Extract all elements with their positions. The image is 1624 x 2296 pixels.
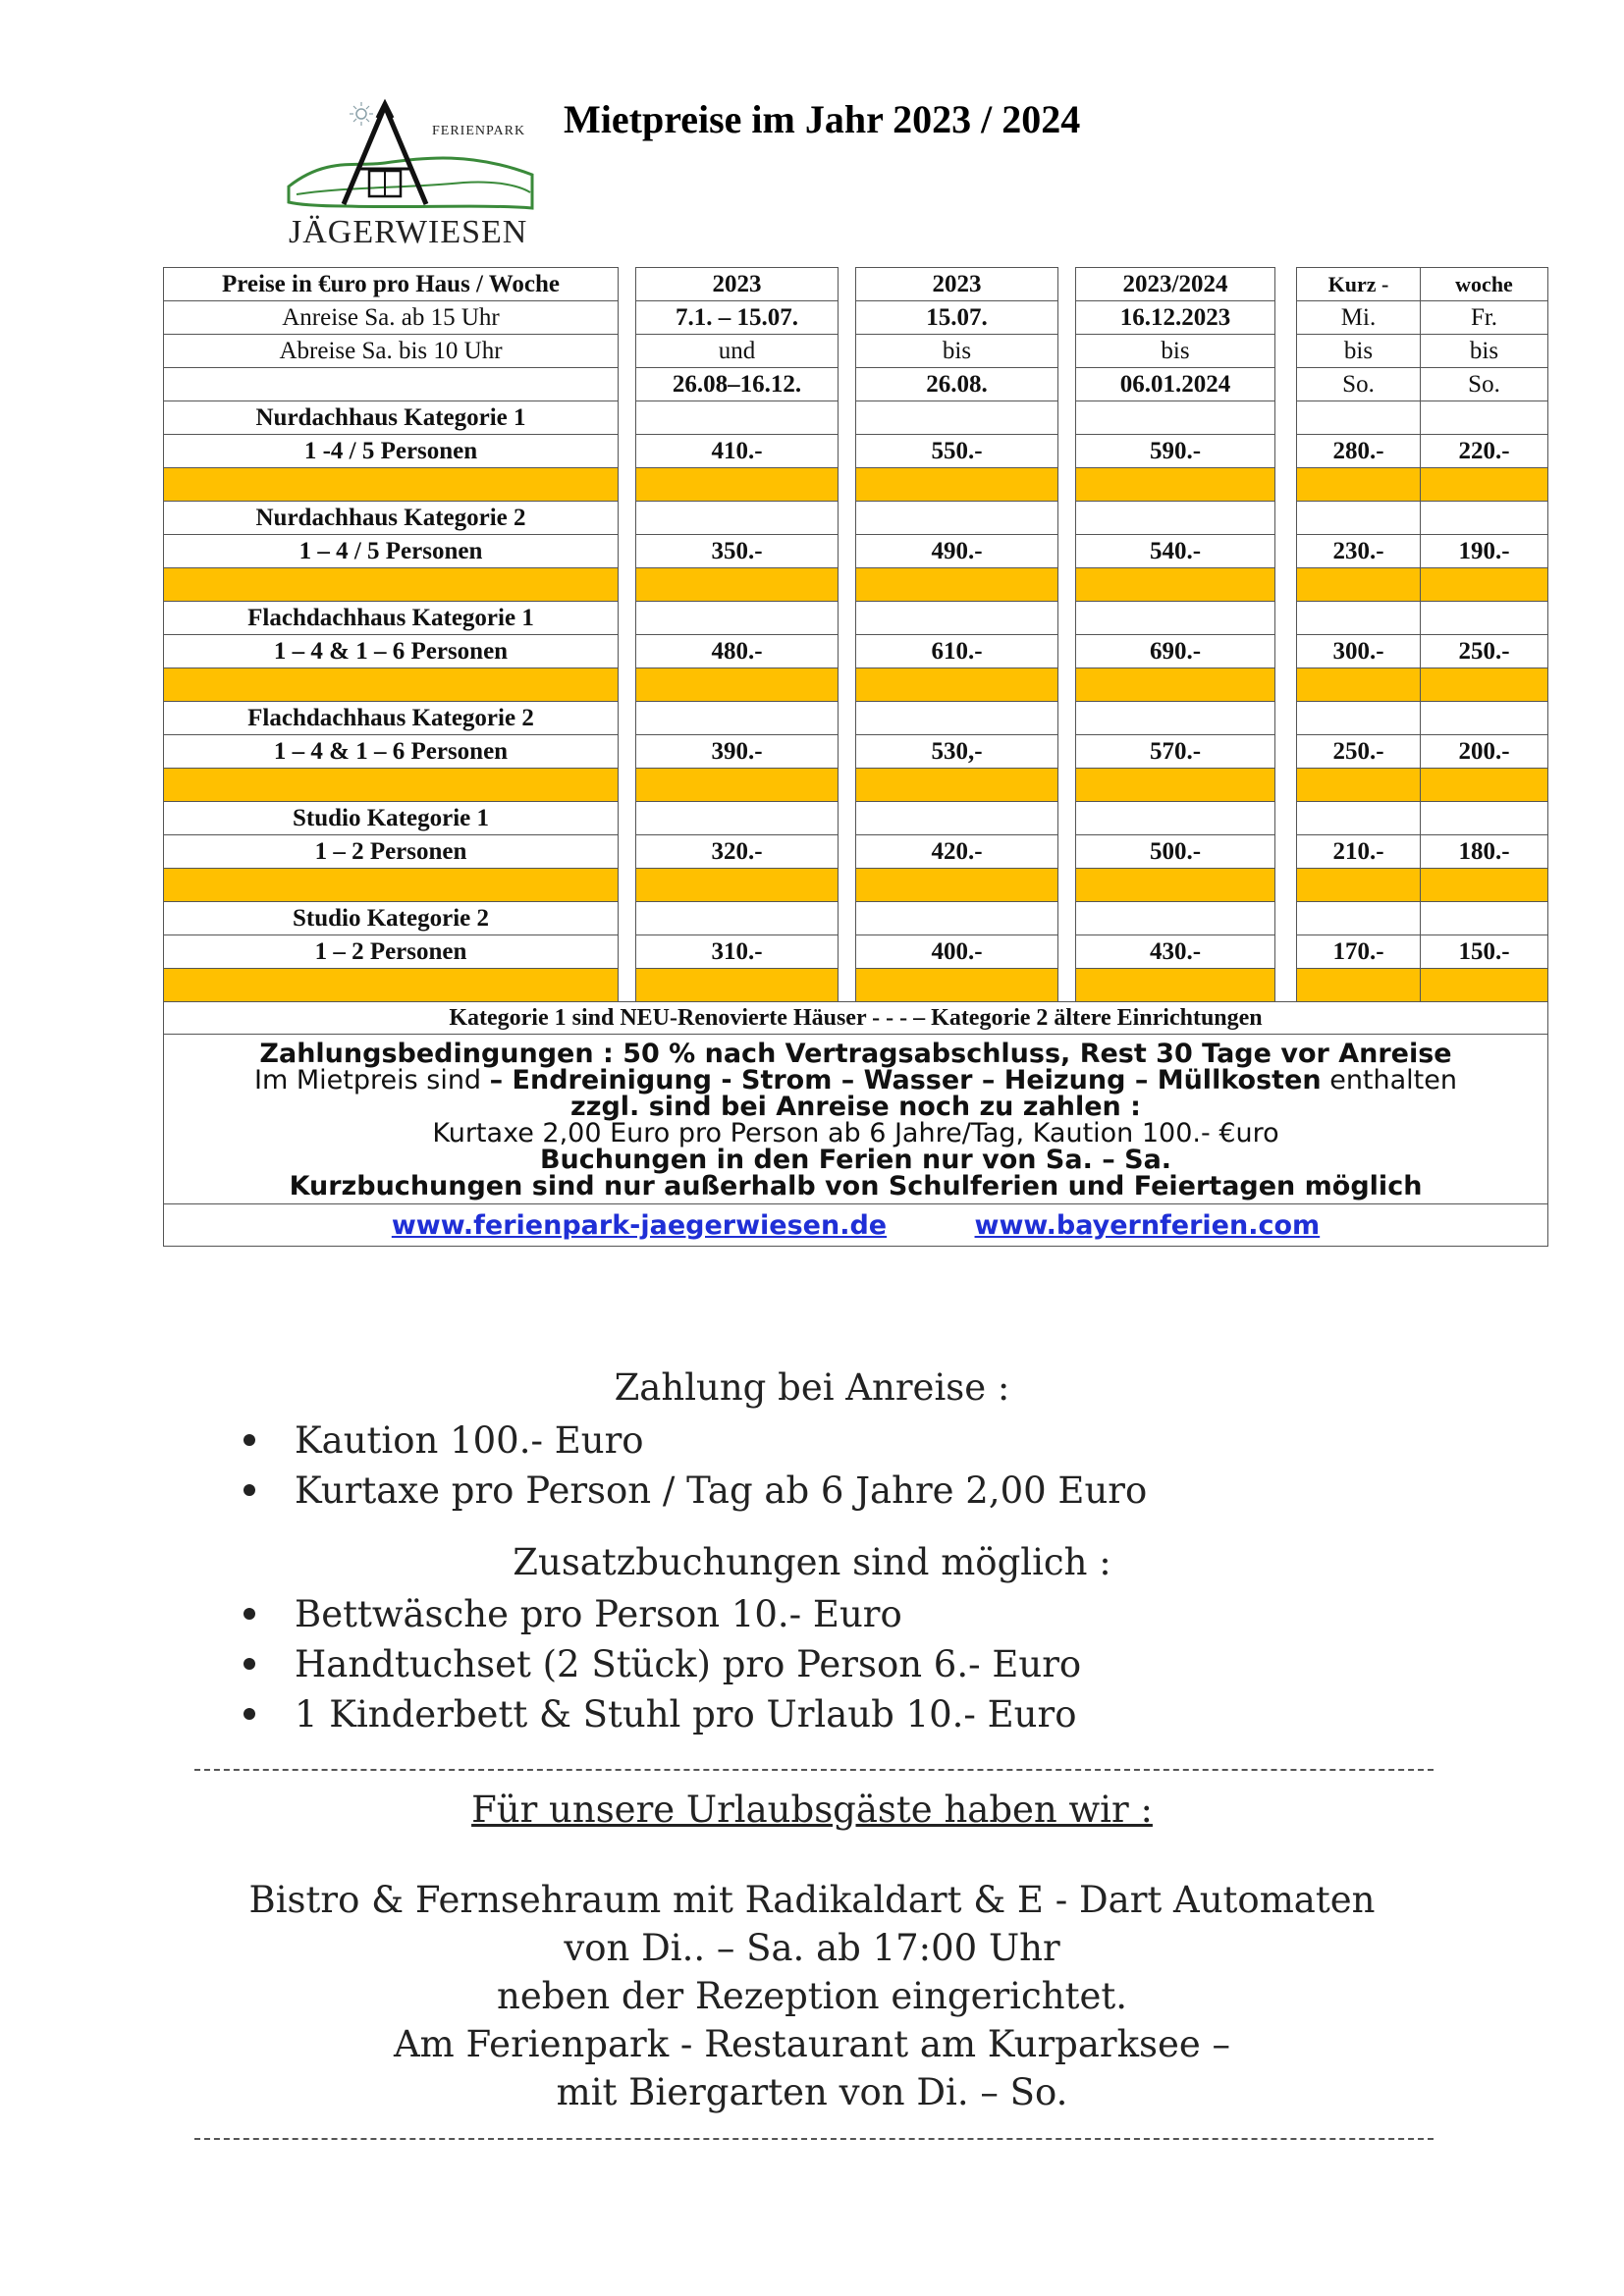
column-gap xyxy=(839,535,856,568)
empty-cell xyxy=(1297,401,1421,435)
column-gap xyxy=(1058,902,1076,935)
guests-line: neben der Rezeption eingerichtet. xyxy=(497,1975,1127,2017)
column-gap xyxy=(619,468,636,502)
column-gap xyxy=(1058,635,1076,668)
highlight-cell xyxy=(164,969,619,1002)
price-cell: 400.- xyxy=(856,935,1058,969)
extra-costs-heading: zzgl. sind bei Anreise noch zu zahlen : xyxy=(570,1092,1141,1122)
highlight-cell xyxy=(1421,668,1548,702)
category-note: Kategorie 1 sind NEU-Renovierte Häuser - - - – Kategorie 2 ältere Einrichtungen xyxy=(164,1002,1548,1035)
category-note-row xyxy=(164,1002,1548,1035)
category-persons: 1 – 4 / 5 Personen xyxy=(164,535,619,568)
column-gap xyxy=(1275,635,1297,668)
list-item-text: 1 Kinderbett & Stuhl pro Urlaub 10.- Euro xyxy=(295,1693,1077,1735)
empty-cell xyxy=(1421,702,1548,735)
highlight-cell xyxy=(1076,468,1275,502)
highlight-cell xyxy=(1421,969,1548,1002)
column-gap xyxy=(619,869,636,902)
highlight-cell xyxy=(1421,568,1548,602)
price-cell: 530,- xyxy=(856,735,1058,769)
category-persons: 1 – 4 & 1 – 6 Personen xyxy=(164,735,619,769)
column-gap xyxy=(1058,468,1076,502)
empty-cell xyxy=(856,702,1058,735)
price-cell: 220.- xyxy=(1421,435,1548,468)
column-gap xyxy=(1275,602,1297,635)
list-item xyxy=(244,1589,1081,1639)
empty-cell xyxy=(856,602,1058,635)
page-title: Mietpreise im Jahr 2023 / 2024 xyxy=(564,97,1081,141)
price-cell: 690.- xyxy=(1076,635,1275,668)
separator-row xyxy=(164,468,1548,502)
separator-row xyxy=(164,869,1548,902)
category-price-row xyxy=(164,635,1548,668)
category-name-row xyxy=(164,802,1548,835)
header-cell: 16.12.2023 xyxy=(1076,301,1275,335)
price-cell: 500.- xyxy=(1076,835,1275,869)
column-gap xyxy=(619,769,636,802)
column-gap xyxy=(619,568,636,602)
column-gap xyxy=(839,935,856,969)
column-gap xyxy=(839,468,856,502)
column-gap xyxy=(839,702,856,735)
empty-cell xyxy=(1421,602,1548,635)
column-gap xyxy=(619,702,636,735)
header-cell: 7.1. – 15.07. xyxy=(636,301,839,335)
highlight-cell xyxy=(1297,869,1421,902)
bullet-icon xyxy=(244,1608,255,1620)
column-gap xyxy=(839,735,856,769)
header-cell: bis xyxy=(1076,335,1275,368)
links-row xyxy=(164,1204,1548,1247)
column-gap xyxy=(839,635,856,668)
highlight-cell xyxy=(1076,869,1275,902)
included-costs-prefix: Im Mietpreis sind xyxy=(254,1065,490,1095)
column-gap xyxy=(1275,935,1297,969)
category-name-row xyxy=(164,502,1548,535)
column-gap xyxy=(1058,602,1076,635)
column-gap xyxy=(1275,702,1297,735)
column-gap xyxy=(839,502,856,535)
table-header-row-2 xyxy=(164,301,1548,335)
payment-list xyxy=(244,1415,1147,1516)
header-cell: bis xyxy=(1421,335,1548,368)
price-cell: 230.- xyxy=(1297,535,1421,568)
highlight-cell xyxy=(1421,468,1548,502)
empty-cell xyxy=(636,702,839,735)
empty-cell xyxy=(856,401,1058,435)
table-header-row-3 xyxy=(164,335,1548,368)
price-cell: 540.- xyxy=(1076,535,1275,568)
header-col-4: Kurz - xyxy=(1297,268,1421,301)
header-col-3: 2023/2024 xyxy=(1076,268,1275,301)
highlight-cell xyxy=(1297,668,1421,702)
header-label: Preise in €uro pro Haus / Woche xyxy=(164,268,619,301)
column-gap xyxy=(839,969,856,1002)
column-gap xyxy=(1058,401,1076,435)
list-item xyxy=(244,1639,1081,1689)
conditions-box xyxy=(164,1035,1548,1204)
table-header-row-4 xyxy=(164,368,1548,401)
column-gap xyxy=(1058,535,1076,568)
list-item xyxy=(244,1689,1081,1739)
column-gap xyxy=(1058,802,1076,835)
highlight-cell xyxy=(636,969,839,1002)
logo-big-text: JÄGERWIESEN xyxy=(289,214,528,250)
price-cell: 190.- xyxy=(1421,535,1548,568)
column-gap xyxy=(619,668,636,702)
highlight-cell xyxy=(1297,769,1421,802)
highlight-cell xyxy=(1421,769,1548,802)
empty-cell xyxy=(636,502,839,535)
price-cell: 610.- xyxy=(856,635,1058,668)
column-gap xyxy=(839,602,856,635)
price-cell: 180.- xyxy=(1421,835,1548,869)
category-name-row xyxy=(164,702,1548,735)
price-cell: 550.- xyxy=(856,435,1058,468)
column-gap xyxy=(839,902,856,935)
column-gap xyxy=(1275,468,1297,502)
price-cell: 480.- xyxy=(636,635,839,668)
column-gap xyxy=(1275,902,1297,935)
header-cell: 15.07. xyxy=(856,301,1058,335)
price-cell: 150.- xyxy=(1421,935,1548,969)
header-cell: Mi. xyxy=(1297,301,1421,335)
extras-list xyxy=(244,1589,1081,1739)
category-price-row xyxy=(164,835,1548,869)
highlight-cell xyxy=(636,468,839,502)
column-gap xyxy=(839,769,856,802)
highlight-cell xyxy=(164,468,619,502)
column-gap xyxy=(1058,735,1076,769)
column-gap xyxy=(1058,769,1076,802)
column-gap xyxy=(1058,935,1076,969)
column-gap xyxy=(619,935,636,969)
highlight-cell xyxy=(856,769,1058,802)
extra-costs-text: Kurtaxe 2,00 Euro pro Person ab 6 Jahre/Tag, Kaution 100.- €uro xyxy=(432,1118,1279,1148)
empty-cell xyxy=(856,902,1058,935)
header-cell: So. xyxy=(1421,368,1548,401)
empty-cell xyxy=(1297,802,1421,835)
list-item xyxy=(244,1466,1147,1516)
highlight-cell xyxy=(1297,468,1421,502)
column-gap xyxy=(1275,502,1297,535)
column-gap xyxy=(1275,869,1297,902)
column-gap xyxy=(839,869,856,902)
column-gap xyxy=(1275,735,1297,769)
empty-cell xyxy=(856,502,1058,535)
price-cell: 430.- xyxy=(1076,935,1275,969)
arrival-label: Anreise Sa. ab 15 Uhr xyxy=(164,301,619,335)
column-gap xyxy=(1058,502,1076,535)
empty-cell xyxy=(636,902,839,935)
price-table xyxy=(163,267,1548,1247)
list-item-text: Kaution 100.- Euro xyxy=(295,1419,644,1462)
price-cell: 250.- xyxy=(1421,635,1548,668)
bullet-icon xyxy=(244,1658,255,1670)
column-gap xyxy=(839,568,856,602)
category-name-row xyxy=(164,401,1548,435)
category-name: Nurdachhaus Kategorie 1 xyxy=(164,401,619,435)
empty-cell xyxy=(636,802,839,835)
header-cell: Fr. xyxy=(1421,301,1548,335)
category-persons: 1 – 2 Personen xyxy=(164,935,619,969)
payment-terms: Zahlungsbedingungen : 50 % nach Vertragsabschluss, Rest 30 Tage vor Anreise xyxy=(259,1039,1452,1069)
highlight-cell xyxy=(164,568,619,602)
ferienpark-logo xyxy=(287,98,542,263)
header-cell: 26.08. xyxy=(856,368,1058,401)
header-cell: bis xyxy=(1297,335,1421,368)
header-col-1: 2023 xyxy=(636,268,839,301)
empty-cell xyxy=(1076,902,1275,935)
column-gap xyxy=(619,902,636,935)
category-price-row xyxy=(164,435,1548,468)
header-cell: 26.08–16.12. xyxy=(636,368,839,401)
price-cell: 410.- xyxy=(636,435,839,468)
guests-heading: Für unsere Urlaubsgäste haben wir : xyxy=(471,1789,1153,1831)
price-cell: 320.- xyxy=(636,835,839,869)
highlight-cell xyxy=(1076,969,1275,1002)
category-persons: 1 – 4 & 1 – 6 Personen xyxy=(164,635,619,668)
highlight-cell xyxy=(636,568,839,602)
price-cell: 420.- xyxy=(856,835,1058,869)
price-cell: 390.- xyxy=(636,735,839,769)
category-persons: 1 – 2 Personen xyxy=(164,835,619,869)
highlight-cell xyxy=(164,869,619,902)
price-cell: 200.- xyxy=(1421,735,1548,769)
column-gap xyxy=(1275,802,1297,835)
short-booking-rule: Kurzbuchungen sind nur außerhalb von Schulferien und Feiertagen möglich xyxy=(289,1171,1423,1201)
highlight-cell xyxy=(164,769,619,802)
column-gap xyxy=(1275,568,1297,602)
empty-cell xyxy=(636,401,839,435)
links-cell xyxy=(164,1204,1548,1247)
highlight-cell xyxy=(1076,568,1275,602)
category-name: Flachdachhaus Kategorie 2 xyxy=(164,702,619,735)
category-price-row xyxy=(164,535,1548,568)
category-name: Studio Kategorie 2 xyxy=(164,902,619,935)
column-gap xyxy=(619,735,636,769)
conditions-row xyxy=(164,1035,1548,1204)
column-gap xyxy=(1275,668,1297,702)
extras-heading: Zusatzbuchungen sind möglich : xyxy=(513,1541,1111,1583)
highlight-cell xyxy=(636,769,839,802)
empty-cell xyxy=(1297,602,1421,635)
included-costs xyxy=(164,1067,1547,1094)
empty-cell xyxy=(1076,502,1275,535)
list-item-text: Handtuchset (2 Stück) pro Person 6.- Euro xyxy=(295,1643,1082,1685)
empty-cell xyxy=(1297,502,1421,535)
included-costs-suffix: enthalten xyxy=(1321,1065,1457,1095)
empty-cell xyxy=(1297,702,1421,735)
highlight-cell xyxy=(1076,769,1275,802)
column-gap xyxy=(1058,702,1076,735)
highlight-cell xyxy=(856,568,1058,602)
logo-small-text: FERIENPARK xyxy=(432,124,526,138)
column-gap xyxy=(1275,435,1297,468)
column-gap xyxy=(619,969,636,1002)
empty-cell xyxy=(1297,902,1421,935)
price-cell: 280.- xyxy=(1297,435,1421,468)
list-item-text: Kurtaxe pro Person / Tag ab 6 Jahre 2,00 Euro xyxy=(295,1469,1148,1512)
empty-cell xyxy=(636,602,839,635)
column-gap xyxy=(1058,568,1076,602)
header-col-5: woche xyxy=(1421,268,1548,301)
payment-heading: Zahlung bei Anreise : xyxy=(614,1366,1010,1409)
header-cell: bis xyxy=(856,335,1058,368)
column-gap xyxy=(839,435,856,468)
empty-cell xyxy=(856,802,1058,835)
price-cell: 210.- xyxy=(1297,835,1421,869)
separator-row xyxy=(164,769,1548,802)
category-name-row xyxy=(164,902,1548,935)
highlight-cell xyxy=(164,668,619,702)
column-gap xyxy=(1058,869,1076,902)
column-gap xyxy=(619,401,636,435)
highlight-cell xyxy=(856,468,1058,502)
column-gap xyxy=(1058,435,1076,468)
column-gap xyxy=(1058,668,1076,702)
departure-label: Abreise Sa. bis 10 Uhr xyxy=(164,335,619,368)
column-gap xyxy=(839,401,856,435)
empty-cell xyxy=(1421,401,1548,435)
column-gap xyxy=(1275,835,1297,869)
highlight-cell xyxy=(856,969,1058,1002)
price-cell: 250.- xyxy=(1297,735,1421,769)
price-cell: 590.- xyxy=(1076,435,1275,468)
guests-line: von Di.. – Sa. ab 17:00 Uhr xyxy=(564,1927,1060,1969)
column-gap xyxy=(619,802,636,835)
column-gap xyxy=(1058,969,1076,1002)
header-cell: So. xyxy=(1297,368,1421,401)
column-gap xyxy=(1058,835,1076,869)
empty-cell xyxy=(1076,401,1275,435)
highlight-cell xyxy=(636,668,839,702)
bullet-icon xyxy=(244,1708,255,1720)
price-cell: 300.- xyxy=(1297,635,1421,668)
highlight-cell xyxy=(1076,668,1275,702)
column-gap xyxy=(1275,769,1297,802)
column-gap xyxy=(619,635,636,668)
highlight-cell xyxy=(856,869,1058,902)
guests-line: mit Biergarten von Di. – So. xyxy=(556,2071,1068,2113)
list-item xyxy=(244,1415,1147,1466)
column-gap xyxy=(839,835,856,869)
header-cell xyxy=(164,368,619,401)
category-price-row xyxy=(164,735,1548,769)
separator-row xyxy=(164,568,1548,602)
column-gap xyxy=(619,502,636,535)
header-cell: und xyxy=(636,335,839,368)
separator-row xyxy=(164,969,1548,1002)
price-cell: 350.- xyxy=(636,535,839,568)
column-gap xyxy=(1275,535,1297,568)
price-cell: 310.- xyxy=(636,935,839,969)
bullet-icon xyxy=(244,1484,255,1496)
header-col-2: 2023 xyxy=(856,268,1058,301)
website-link-ferienpark[interactable]: www.ferienpark-jaegerwiesen.de xyxy=(391,1209,888,1241)
list-item-text: Bettwäsche pro Person 10.- Euro xyxy=(295,1593,902,1635)
category-name-row xyxy=(164,602,1548,635)
empty-cell xyxy=(1421,802,1548,835)
guests-line: Am Ferienpark - Restaurant am Kurparksee – xyxy=(393,2023,1231,2065)
highlight-cell xyxy=(1297,568,1421,602)
price-cell: 570.- xyxy=(1076,735,1275,769)
empty-cell xyxy=(1421,902,1548,935)
guests-line: Bistro & Fernsehraum mit Radikaldart & E - Dart Automaten xyxy=(248,1879,1376,1921)
highlight-cell xyxy=(856,668,1058,702)
column-gap xyxy=(839,802,856,835)
column-gap xyxy=(839,668,856,702)
highlight-cell xyxy=(1297,969,1421,1002)
table-header-row-1 xyxy=(164,268,1548,301)
category-name: Flachdachhaus Kategorie 1 xyxy=(164,602,619,635)
highlight-cell xyxy=(636,869,839,902)
divider xyxy=(194,1769,1434,1771)
price-cell: 490.- xyxy=(856,535,1058,568)
empty-cell xyxy=(1076,702,1275,735)
column-gap xyxy=(619,602,636,635)
separator-row xyxy=(164,668,1548,702)
column-gap xyxy=(619,435,636,468)
empty-cell xyxy=(1076,602,1275,635)
bullet-icon xyxy=(244,1434,255,1446)
included-costs-list: – Endreinigung - Strom – Wasser – Heizung – Müllkosten xyxy=(489,1065,1322,1095)
divider xyxy=(194,2138,1434,2140)
column-gap xyxy=(619,535,636,568)
price-cell: 170.- xyxy=(1297,935,1421,969)
column-gap xyxy=(1275,969,1297,1002)
category-name: Studio Kategorie 1 xyxy=(164,802,619,835)
empty-cell xyxy=(1421,502,1548,535)
category-price-row xyxy=(164,935,1548,969)
highlight-cell xyxy=(1421,869,1548,902)
category-name: Nurdachhaus Kategorie 2 xyxy=(164,502,619,535)
header-cell: 06.01.2024 xyxy=(1076,368,1275,401)
website-link-bayernferien[interactable]: www.bayernferien.com xyxy=(974,1209,1321,1241)
column-gap xyxy=(619,835,636,869)
booking-rule: Buchungen in den Ferien nur von Sa. – Sa. xyxy=(539,1145,1172,1175)
column-gap xyxy=(1275,401,1297,435)
empty-cell xyxy=(1076,802,1275,835)
category-persons: 1 -4 / 5 Personen xyxy=(164,435,619,468)
